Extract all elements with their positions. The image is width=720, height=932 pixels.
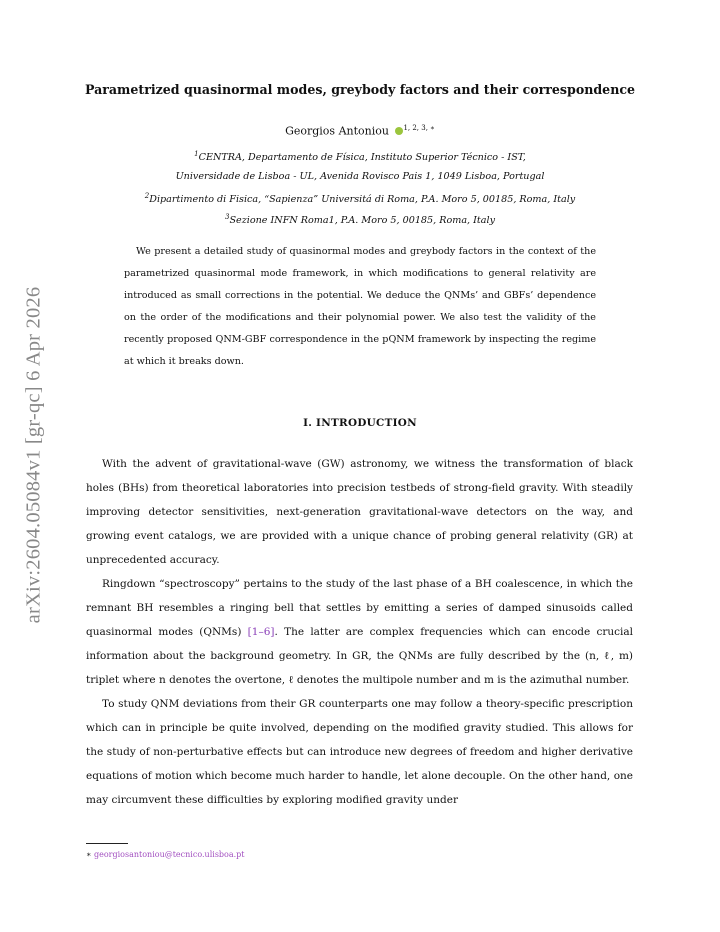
affiliation-mark: 1 bbox=[194, 150, 199, 158]
author-affil-marks: 1, 2, 3, ∗ bbox=[403, 124, 435, 132]
paragraph-2 bbox=[86, 572, 633, 692]
arxiv-id-text: arXiv:2604.05084v1 [gr-qc] 6 Apr 2026 bbox=[22, 286, 45, 624]
affiliation-text: Sezione INFN Roma1, P.A. Moro 5, 00185, Roma, Italy bbox=[229, 215, 495, 227]
abstract-text: We present a detailed study of quasinormal modes and greybody factors in the context of the parametrized quasinormal mode framework, in which modifications to general relativity are introduced as small corrections in the potential. We deduce the QNMs’ and GBFs’ dependence on the order of the modifications and their polynomial power. We also test the validity of the recently proposed QNM-GBF correspondence in the pQNM framework by inspecting the regime at which it breaks down. bbox=[124, 246, 596, 367]
abstract bbox=[124, 241, 596, 373]
paragraph-2-text-cont: . The latter are complex frequencies which can encode crucial information about the background geometry. In GR, the QNMs are fully described by the (n, ℓ, m) triplet where n denotes the overtone, ℓ denotes the multipole number and m is the azimuthal number. bbox=[86, 626, 633, 686]
paragraph-1: With the advent of gravitational-wave (GW) astronomy, we witness the transformation of black holes (BHs) from theoretical laboratories into precision testbeds of strong-field gravity. With steadily improving detector sensitivities, next-generation gravitational-wave detectors on the way, and growing event catalogs, we are provided with a unique chance of probing general relativity (GR) at unprecedented accuracy. bbox=[86, 458, 633, 566]
author-line bbox=[60, 124, 660, 138]
paragraph-2-text: Ringdown “spectroscopy” pertains to the study of the last phase of a BH coalescence, in which the remnant BH resembles a ringing bell that settles by emitting a series of damped sinusoids called quasinormal modes (QNMs) bbox=[86, 578, 633, 638]
affiliation-1-cont bbox=[60, 171, 660, 182]
paper-title: Parametrized quasinormal modes, greybody factors and their correspondence bbox=[84, 82, 636, 97]
footnote-mark: ∗ bbox=[86, 850, 92, 859]
affiliation-mark: 3 bbox=[224, 213, 230, 221]
paragraph-3: To study QNM deviations from their GR counterparts one may follow a theory-specific prescription which can in principle be quite involved, depending on the modified gravity studied. This allows for the study of non-perturbative effects but can introduce new degrees of freedom and higher derivative equations of motion which become much harder to handle, let alone decouple. On the other hand, one may circumvent these difficulties by exploring modified gravity under bbox=[86, 698, 633, 806]
section-heading-introduction: I. INTRODUCTION bbox=[303, 417, 417, 429]
email-link[interactable]: georgiosantoniou@tecnico.ulisboa.pt bbox=[93, 850, 245, 859]
affiliation-text: Universidade de Lisboa - UL, Avenida Rovisco Pais 1, 1049 Lisboa, Portugal bbox=[175, 171, 545, 182]
affiliation-3 bbox=[60, 213, 660, 226]
affiliation-mark: 2 bbox=[144, 192, 150, 200]
affiliation-2 bbox=[60, 192, 660, 205]
footnote-rule bbox=[86, 843, 128, 844]
affiliation-text: Dipartimento di Fisica, “Sapienza” Universitá di Roma, P.A. Moro 5, 00185, Roma, Italy bbox=[149, 194, 576, 206]
citation-link[interactable]: [1–6] bbox=[247, 626, 275, 638]
affiliation-1 bbox=[60, 150, 660, 163]
footnote bbox=[86, 850, 245, 859]
introduction-body bbox=[86, 452, 633, 812]
author-name[interactable]: Georgios Antoniou bbox=[285, 124, 389, 138]
affiliation-text: CENTRA, Departamento de Física, Instituto Superior Técnico - IST, bbox=[198, 152, 526, 164]
arxiv-side-identifier bbox=[14, 270, 54, 640]
